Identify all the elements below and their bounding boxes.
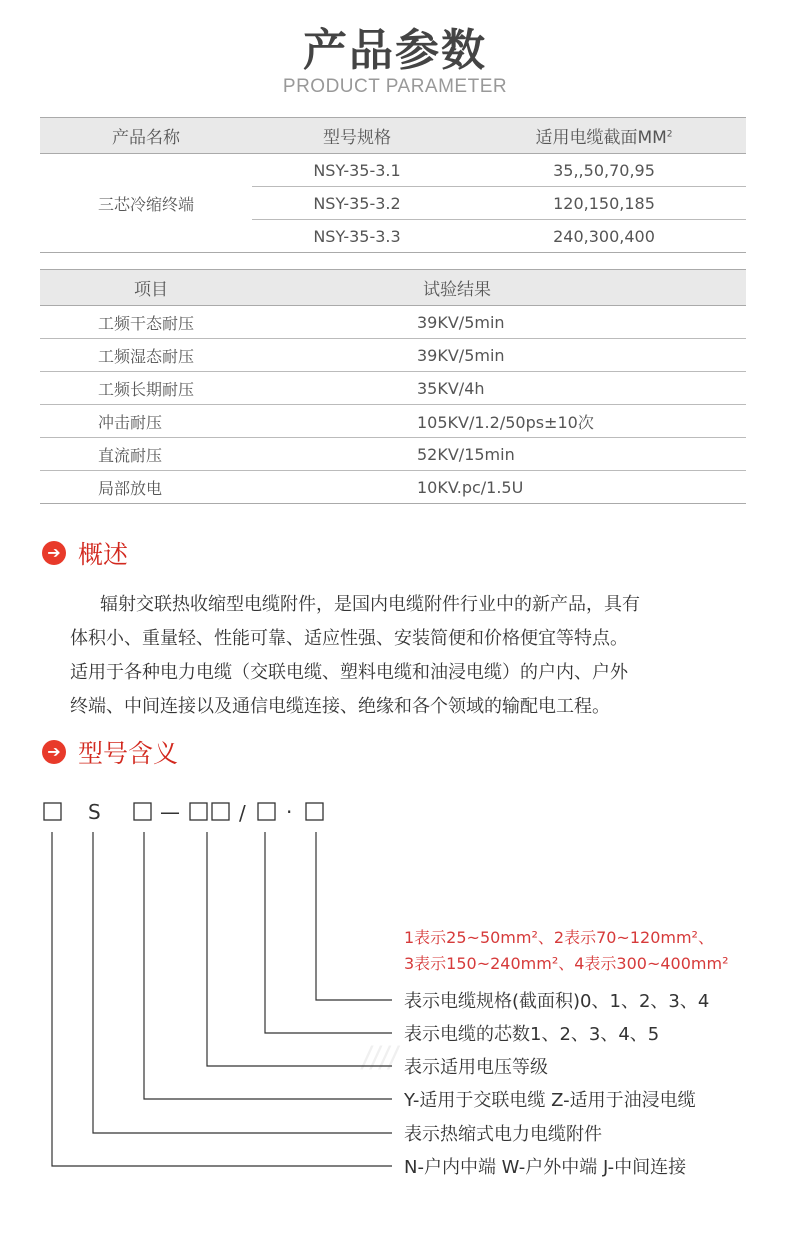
- page-subtitle: PRODUCT PARAMETER: [282, 76, 508, 97]
- section-cell: 35,,50,70,95: [462, 154, 746, 187]
- leader-line: [52, 832, 392, 1166]
- superscript-2: 2: [666, 129, 673, 140]
- col-header-item: 项目: [40, 270, 417, 306]
- overview-line: 终端、中间连接以及通信电缆连接、绝缘和各个领域的输配电工程。: [70, 696, 610, 717]
- arrow-circle-icon: ➔: [42, 740, 66, 764]
- code-letter-s: S: [88, 800, 101, 824]
- leader-line: [207, 832, 392, 1066]
- col-header-section-text: 适用电缆截面MM: [535, 128, 667, 148]
- page-title: 产品参数: [303, 25, 487, 76]
- overview-line: 辐射交联热收缩型电缆附件，是国内电缆附件行业中的新产品，具有: [100, 594, 640, 615]
- section-cell: 240,300,400: [462, 220, 746, 253]
- test-result-cell: 52KV/15min: [417, 438, 746, 471]
- test-result-cell: 105KV/1.2/50ps±10次: [417, 405, 746, 438]
- test-item-cell: 直流耐压: [40, 438, 417, 471]
- test-item-cell: 冲击耐压: [40, 405, 417, 438]
- leader-line: [265, 832, 392, 1033]
- code-box-4: [212, 803, 229, 820]
- arrow-circle-icon: ➔: [42, 541, 66, 565]
- desc-core-count: 表示电缆的芯数1、2、3、4、5: [404, 1024, 660, 1045]
- test-result-cell: 39KV/5min: [417, 339, 746, 372]
- model-cell: NSY-35-3.1: [252, 154, 462, 187]
- watermark-logo: ////: [362, 1040, 398, 1076]
- col-header-model: 型号规格: [252, 118, 462, 154]
- desc-heat-shrink: 表示热缩式电力电缆附件: [404, 1124, 602, 1145]
- leader-line: [144, 832, 392, 1099]
- note-line: 1表示25~50mm²、2表示70~120mm²、: [404, 928, 714, 947]
- model-cell: NSY-35-3.3: [252, 220, 462, 253]
- col-header-product: 产品名称: [40, 118, 252, 154]
- product-name-cell: 三芯冷缩终端: [40, 154, 252, 253]
- desc-voltage-level: 表示适用电压等级: [404, 1057, 548, 1078]
- model-cell: NSY-35-3.2: [252, 187, 462, 220]
- desc-terminal-type: N-户内中端 W-户外中端 J-中间连接: [404, 1157, 687, 1178]
- model-meaning-title: 型号含义: [78, 739, 179, 768]
- leader-lines: [52, 832, 392, 1166]
- desc-cable-type: Y-适用于交联电缆 Z-适用于油浸电缆: [404, 1090, 696, 1111]
- note-line: 3表示150~240mm²、4表示300~400mm²: [404, 954, 729, 973]
- overview-line: 体积小、重量轻、性能可靠、适应性强、安装简便和价格便宜等特点。: [70, 628, 628, 649]
- test-result-cell: 10KV.pc/1.5U: [417, 471, 746, 504]
- test-item-cell: 工频湿态耐压: [40, 339, 417, 372]
- overview-title: 概述: [78, 540, 129, 569]
- code-slash: /: [239, 801, 246, 825]
- test-item-cell: 工频长期耐压: [40, 372, 417, 405]
- leader-line: [316, 832, 392, 1000]
- code-dash: —: [160, 800, 180, 824]
- col-header-result: 试验结果: [417, 270, 746, 306]
- code-box-3: [190, 803, 207, 820]
- test-result-cell: 39KV/5min: [417, 306, 746, 339]
- code-box-5: [258, 803, 275, 820]
- code-box-6: [306, 803, 323, 820]
- section-cell: 120,150,185: [462, 187, 746, 220]
- code-dot: ·: [286, 800, 293, 824]
- overview-line: 适用于各种电力电缆（交联电缆、塑料电缆和油浸电缆）的户内、户外: [70, 662, 628, 683]
- desc-cable-spec: 表示电缆规格(截面积)0、1、2、3、4: [404, 991, 710, 1012]
- test-item-cell: 局部放电: [40, 471, 417, 504]
- leader-line: [93, 832, 392, 1133]
- test-result-cell: 35KV/4h: [417, 372, 746, 405]
- code-box-2: [134, 803, 151, 820]
- code-box-1: [44, 803, 61, 820]
- test-item-cell: 工频干态耐压: [40, 306, 417, 339]
